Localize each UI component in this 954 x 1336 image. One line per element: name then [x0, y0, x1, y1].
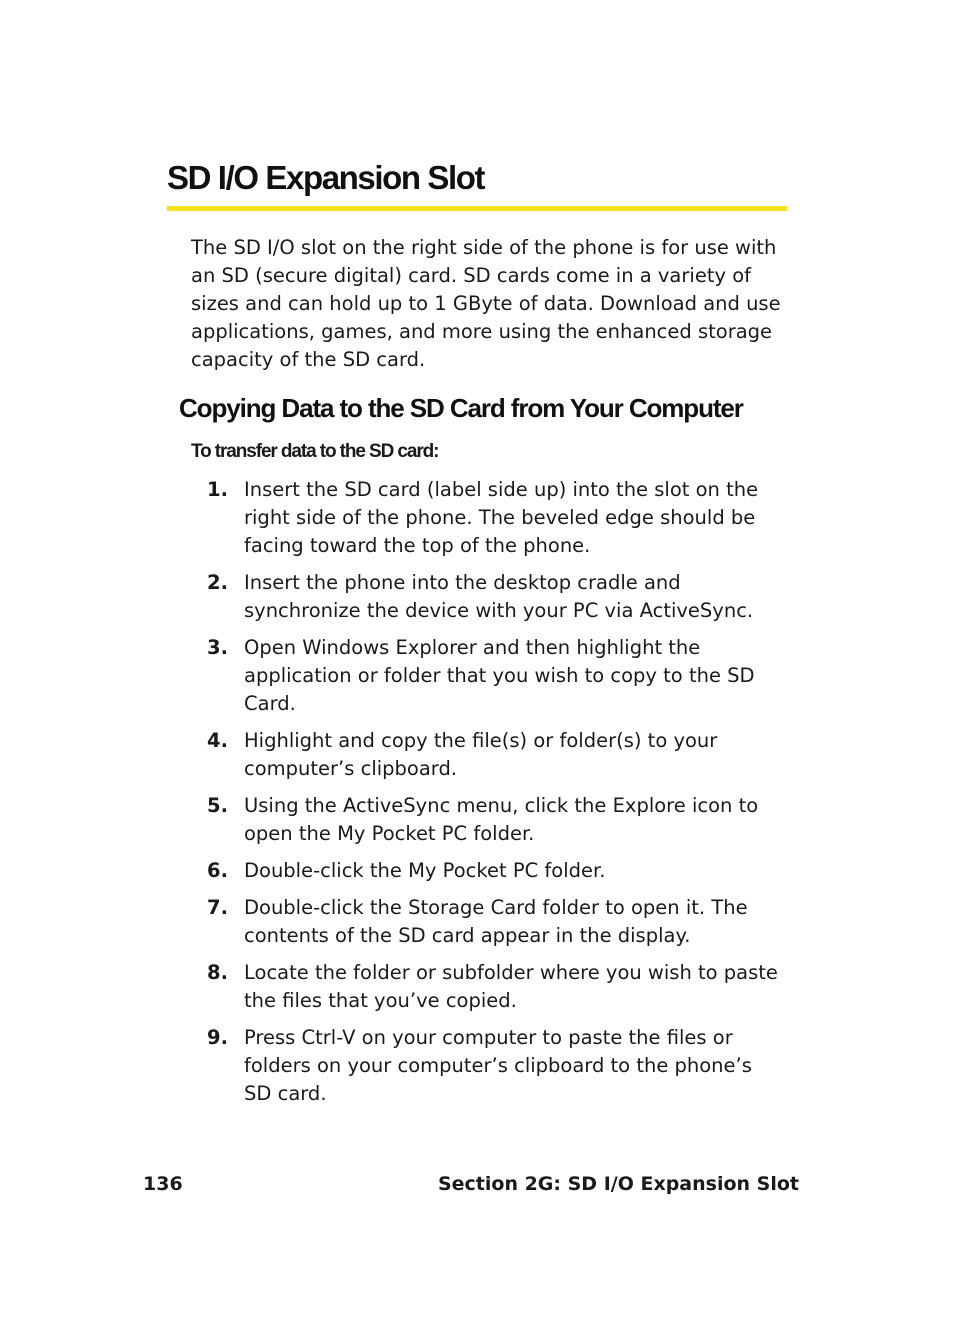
section-subheading: Copying Data to the SD Card from Your Computer: [179, 393, 743, 423]
list-item: [0, 857, 784, 885]
list-item: [0, 727, 784, 783]
step-number: 6.: [207, 859, 228, 882]
list-item: [0, 959, 784, 1015]
list-item: [0, 476, 784, 560]
step-number: 9.: [207, 1026, 228, 1049]
step-text: Double-click the Storage Card folder to open it. The contents of the SD card appear in the display.: [244, 896, 748, 947]
step-number: 5.: [207, 794, 228, 817]
step-text: Locate the folder or subfolder where you wish to paste the files that you’ve copied.: [244, 961, 778, 1012]
step-number: 7.: [207, 896, 228, 919]
step-text: Highlight and copy the file(s) or folder(s) to your computer’s clipboard.: [244, 729, 718, 780]
title-underline-rule: [167, 206, 787, 211]
step-text: Using the ActiveSync menu, click the Explore icon to open the My Pocket PC folder.: [244, 794, 759, 845]
intro-paragraph: The SD I/O slot on the right side of the phone is for use with an SD (secure digital) card. SD cards come in a variety of sizes and can hold up to 1 GByte of data. Download and use applications, games, and more using the enhanced storage capacity of the SD card.: [191, 236, 781, 371]
list-item: [0, 569, 784, 625]
step-text: Insert the SD card (label side up) into the slot on the right side of the phone. The beveled edge should be facing toward the top of the phone.: [244, 478, 759, 557]
step-text: Double-click the My Pocket PC folder.: [244, 859, 606, 882]
page-footer: [143, 1170, 799, 1200]
steps-list: [0, 476, 954, 1117]
step-text: Press Ctrl-V on your computer to paste the files or folders on your computer’s clipboard to the phone’s SD card.: [244, 1026, 752, 1105]
list-item: [0, 1024, 784, 1108]
list-item: [0, 792, 784, 848]
step-number: 8.: [207, 961, 228, 984]
list-item: [0, 894, 784, 950]
list-item: [0, 634, 784, 718]
page-number: 136: [143, 1173, 183, 1195]
step-number: 3.: [207, 636, 228, 659]
step-number: 1.: [207, 478, 228, 501]
step-text: Insert the phone into the desktop cradle and synchronize the device with your PC via ActiveSync.: [244, 571, 754, 622]
step-number: 4.: [207, 729, 228, 752]
procedure-label: To transfer data to the SD card:: [191, 441, 439, 462]
page-title: SD I/O Expansion Slot: [167, 159, 485, 196]
step-text: Open Windows Explorer and then highlight the application or folder that you wish to copy to the SD Card.: [244, 636, 755, 715]
step-number: 2.: [207, 571, 228, 594]
footer-section-label: Section 2G: SD I/O Expansion Slot: [437, 1173, 799, 1195]
